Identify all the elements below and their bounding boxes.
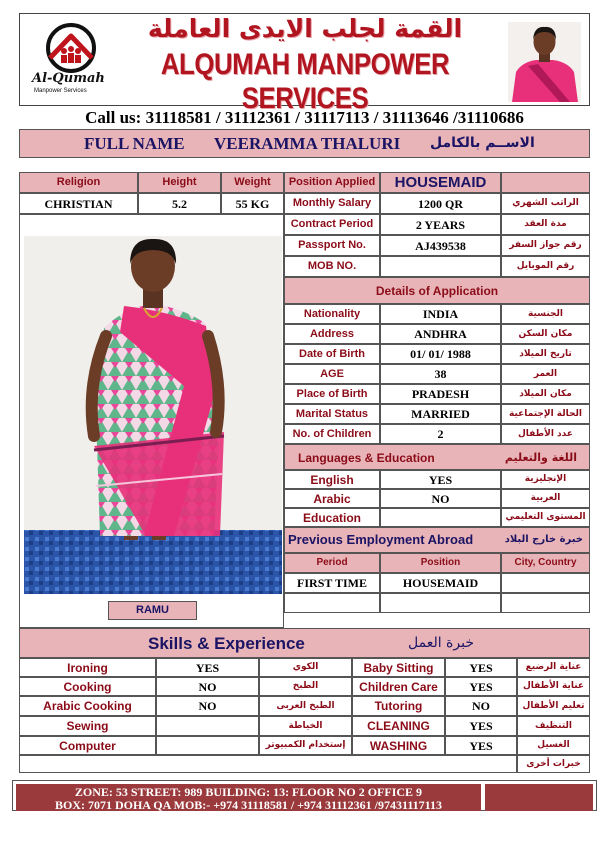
logo-subtitle: Manpower Services [34,88,87,94]
skill-cooking-label: Cooking [19,677,156,696]
skill-tutoring-label: Tutoring [352,696,445,716]
education-label: Education [284,508,380,527]
position-applied-spacer [501,172,590,193]
address-arabic: مكان السكن [501,324,590,344]
skill-arabic-cooking-arabic: الطبخ العربى [259,696,352,716]
contract-value: 2 YEARS [380,214,501,235]
dob-value: 01/ 01/ 1988 [380,344,501,364]
full-name-row [19,129,590,158]
contract-label: Contract Period [284,214,380,235]
skill-baby-sitting-arabic: عناية الرضيع [517,658,590,677]
skill-sewing-value [156,716,259,736]
photo-caption-text: RAMU [136,604,169,616]
full-name-arabic-label: الاســم بالكامل [430,135,535,151]
footer-bar [16,784,481,811]
employment-title-arabic: خبرة خارج البلاد [504,534,583,545]
employment-title-text: Previous Employment Abroad [288,532,474,547]
skill-children-care-label: Children Care [352,677,445,696]
languages-title-text: Languages & Education [298,451,435,465]
address-label: Address [284,324,380,344]
arabic-company-title: القمة لجلب الايدى العاملة [147,14,463,43]
contract-arabic: مدة العقد [501,214,590,235]
education-arabic: المستوى التعليمي [501,508,590,527]
religion-value: CHRISTIAN [19,193,138,214]
company-logo [28,22,114,98]
contact-line [19,107,590,129]
skill-washing-value: YES [445,736,517,755]
skill-cleaning-label: CLEANING [352,716,445,736]
birthplace-value: PRADESH [380,384,501,404]
logo-emblem-icon [28,22,114,74]
english-arabic: الإنجليزية [501,470,590,489]
languages-section-title [284,444,590,470]
call-us-label: Call us: [85,108,142,127]
logo-name: Al-Qumah [32,71,105,86]
employment-section-title [284,527,590,553]
footer-address-line-1: ZONE: 53 STREET: 989 BUILDING: 13: FLOOR NO 2 OFFICE 9 [74,785,423,799]
footer-address-line-2: BOX: 7071 DOHA QA MOB:- +974 31118581 / +974 31112361 /97431117113 [54,798,443,811]
skills-title-text: Skills & Experience [148,634,305,653]
arabic-lang-label: Arabic [284,489,380,508]
candidate-photo [24,236,282,594]
skill-baby-sitting-value: YES [445,658,517,677]
position-applied-label: Position Applied [284,172,380,193]
age-arabic: العمر [501,364,590,384]
salary-label: Monthly Salary [284,193,380,214]
languages-title-arabic: اللغة والتعليم [504,451,577,464]
employment-period-1: FIRST TIME [284,573,380,593]
height-header: Height [138,172,221,193]
children-arabic: عدد الأطفال [501,424,590,444]
nationality-label: Nationality [284,304,380,324]
english-company-title: ALQUMAH MANPOWER SERVICES [160,48,450,115]
other-skills-value [19,755,517,773]
skill-children-care-value: YES [445,677,517,696]
address-value: ANDHRA [380,324,501,344]
skill-cleaning-arabic: التنظيف [517,716,590,736]
skill-computer-value [156,736,259,755]
education-value [380,508,501,527]
skills-section-title [19,628,590,658]
age-label: AGE [284,364,380,384]
nationality-arabic: الجنسية [501,304,590,324]
phone-numbers: 31118581 / 31112361 / 31117113 / 31113646 /31110686 [145,108,524,127]
skill-sewing-label: Sewing [19,716,156,736]
skill-washing-label: WASHING [352,736,445,755]
skill-ironing-value: YES [156,658,259,677]
position-applied-value [380,172,501,193]
weight-value: 55 KG [221,193,284,214]
small-candidate-photo [508,22,581,102]
passport-arabic: رقم جواز السفر [501,235,590,256]
marital-status-label: Marital Status [284,404,380,424]
skill-cooking-value: NO [156,677,259,696]
english-value: YES [380,470,501,489]
nationality-value: INDIA [380,304,501,324]
skill-baby-sitting-label: Baby Sitting [352,658,445,677]
skill-children-care-arabic: عناية الأطفال [517,677,590,696]
photo-caption [108,601,197,620]
skill-cleaning-value: YES [445,716,517,736]
full-name-label: FULL NAME [84,134,185,153]
skill-washing-arabic: الغسيل [517,736,590,755]
salary-arabic: الراتب الشهري [501,193,590,214]
skill-ironing-label: Ironing [19,658,156,677]
mobile-value [380,256,501,277]
employment-position-1: HOUSEMAID [380,573,501,593]
passport-label: Passport No. [284,235,380,256]
marital-status-arabic: الحالة الإجتماعية [501,404,590,424]
mobile-arabic: رقم الموبايل [501,256,590,277]
birthplace-arabic: مكان الميلاد [501,384,590,404]
marital-status-value: MARRIED [380,404,501,424]
full-name-value: VEERAMMA THALURI [214,134,401,153]
dob-arabic: تاريخ الميلاد [501,344,590,364]
skill-ironing-arabic: الكوي [259,658,352,677]
employment-period-2 [284,593,380,613]
period-header: Period [284,553,380,573]
footer-side-block [485,784,593,811]
skill-tutoring-arabic: تعليم الأطفال [517,696,590,716]
position-header: Position [380,553,501,573]
arabic-lang-value: NO [380,489,501,508]
skill-tutoring-value: NO [445,696,517,716]
city-country-header: City, Country [501,553,590,573]
mobile-label: MOB NO. [284,256,380,277]
salary-value: 1200 QR [380,193,501,214]
age-value: 38 [380,364,501,384]
employment-position-2 [380,593,501,613]
skills-title-arabic: خبرة العمل [408,635,474,651]
height-value: 5.2 [138,193,221,214]
employment-city-1 [501,573,590,593]
children-value: 2 [380,424,501,444]
weight-header: Weight [221,172,284,193]
skill-sewing-arabic: الخياطة [259,716,352,736]
arabic-lang-arabic: العربية [501,489,590,508]
details-section-title: Details of Application [284,277,590,304]
birthplace-label: Place of Birth [284,384,380,404]
position-applied-text: HOUSEMAID [394,174,487,191]
skill-cooking-arabic: الطبخ [259,677,352,696]
skill-arabic-cooking-value: NO [156,696,259,716]
employment-city-2 [501,593,590,613]
other-skills-arabic: خبرات أخرى [517,755,590,773]
skill-computer-arabic: إستخدام الكمبيوتر [259,736,352,755]
skill-computer-label: Computer [19,736,156,755]
religion-header: Religion [19,172,138,193]
children-label: No. of Children [284,424,380,444]
dob-label: Date of Birth [284,344,380,364]
passport-value: AJ439538 [380,235,501,256]
english-label: English [284,470,380,489]
skill-arabic-cooking-label: Arabic Cooking [19,696,156,716]
